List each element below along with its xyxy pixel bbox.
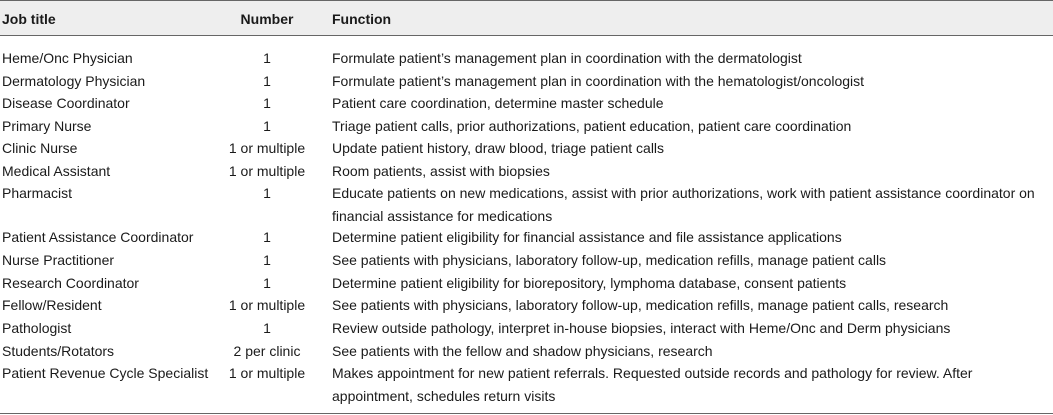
cell-job-title: Primary Nurse <box>2 117 92 134</box>
cell-number: 1 <box>263 252 271 268</box>
cell-function: Formulate patient’s management plan in coordination with the hematologist/oncologist <box>332 72 865 89</box>
cell-number: 1 <box>263 185 271 201</box>
cell-function: See patients with physicians, laboratory follow-up, medication refills, manage patient calls, research <box>332 297 949 313</box>
cell-number: 1 <box>263 95 271 111</box>
cell-function: Review outside pathology, interpret in-house biopsies, interact with Heme/Onc and Derm physicians <box>332 320 951 336</box>
cell-job-title: Students/Rotators <box>2 342 115 359</box>
cell-job-title: Clinic Nurse <box>2 140 78 156</box>
cell-number: 1 or multiple <box>228 140 306 156</box>
cell-function: Patient care coordination, determine master schedule <box>332 95 664 111</box>
cell-number: 1 <box>263 72 271 89</box>
cell-job-title: Patient Assistance Coordinator <box>2 229 194 245</box>
cell-job-title: Patient Revenue Cycle Specialist <box>2 365 209 381</box>
cell-job-title: Disease Coordinator <box>2 95 130 111</box>
cell-job-title: Medical Assistant <box>2 162 111 179</box>
cell-function: Makes appointment for new patient referrals. Requested outside records and pathology for review. After appointment, schedules return visits <box>332 365 973 404</box>
cell-number: 1 or multiple <box>228 365 306 381</box>
cell-number: 1 or multiple <box>228 297 306 313</box>
cell-function: Educate patients on new medications, assist with prior authorizations, work with patient assistance coordinator on financial assistance for medications <box>332 185 1035 224</box>
cell-number: 1 <box>263 117 271 134</box>
cell-job-title: Heme/Onc Physician <box>2 50 133 66</box>
cell-function: Triage patient calls, prior authorizations, patient education, patient care coordination <box>332 117 852 134</box>
cell-function: See patients with the fellow and shadow physicians, research <box>332 342 713 359</box>
cell-job-title: Pharmacist <box>2 185 73 201</box>
table-bottom-rule <box>0 413 1053 414</box>
cell-function: Update patient history, draw blood, triage patient calls <box>332 140 665 156</box>
cell-number: 1 <box>263 274 271 291</box>
cell-function: Determine patient eligibility for biorepository, lymphoma database, consent patients <box>332 274 847 291</box>
cell-function: Room patients, assist with biopsies <box>332 162 550 179</box>
header-job-title: Job title <box>2 11 56 27</box>
cell-job-title: Research Coordinator <box>2 274 139 291</box>
cell-number: 1 <box>263 229 271 245</box>
header-number: Number <box>240 11 294 27</box>
header-function: Function <box>332 11 392 27</box>
cell-job-title: Nurse Practitioner <box>2 252 115 268</box>
cell-number: 2 per clinic <box>233 342 301 359</box>
cell-number: 1 <box>263 50 271 66</box>
cell-function: Determine patient eligibility for financial assistance and file assistance applications <box>332 229 842 245</box>
cell-job-title: Dermatology Physician <box>2 72 146 89</box>
cell-job-title: Pathologist <box>2 320 72 336</box>
cell-number: 1 or multiple <box>228 162 306 179</box>
cell-function: See patients with physicians, laboratory follow-up, medication refills, manage patient calls <box>332 252 887 268</box>
cell-function: Formulate patient’s management plan in coordination with the dermatologist <box>332 50 802 66</box>
cell-job-title: Fellow/Resident <box>2 297 102 313</box>
table-header-row <box>0 0 1053 36</box>
cell-number: 1 <box>263 320 271 336</box>
